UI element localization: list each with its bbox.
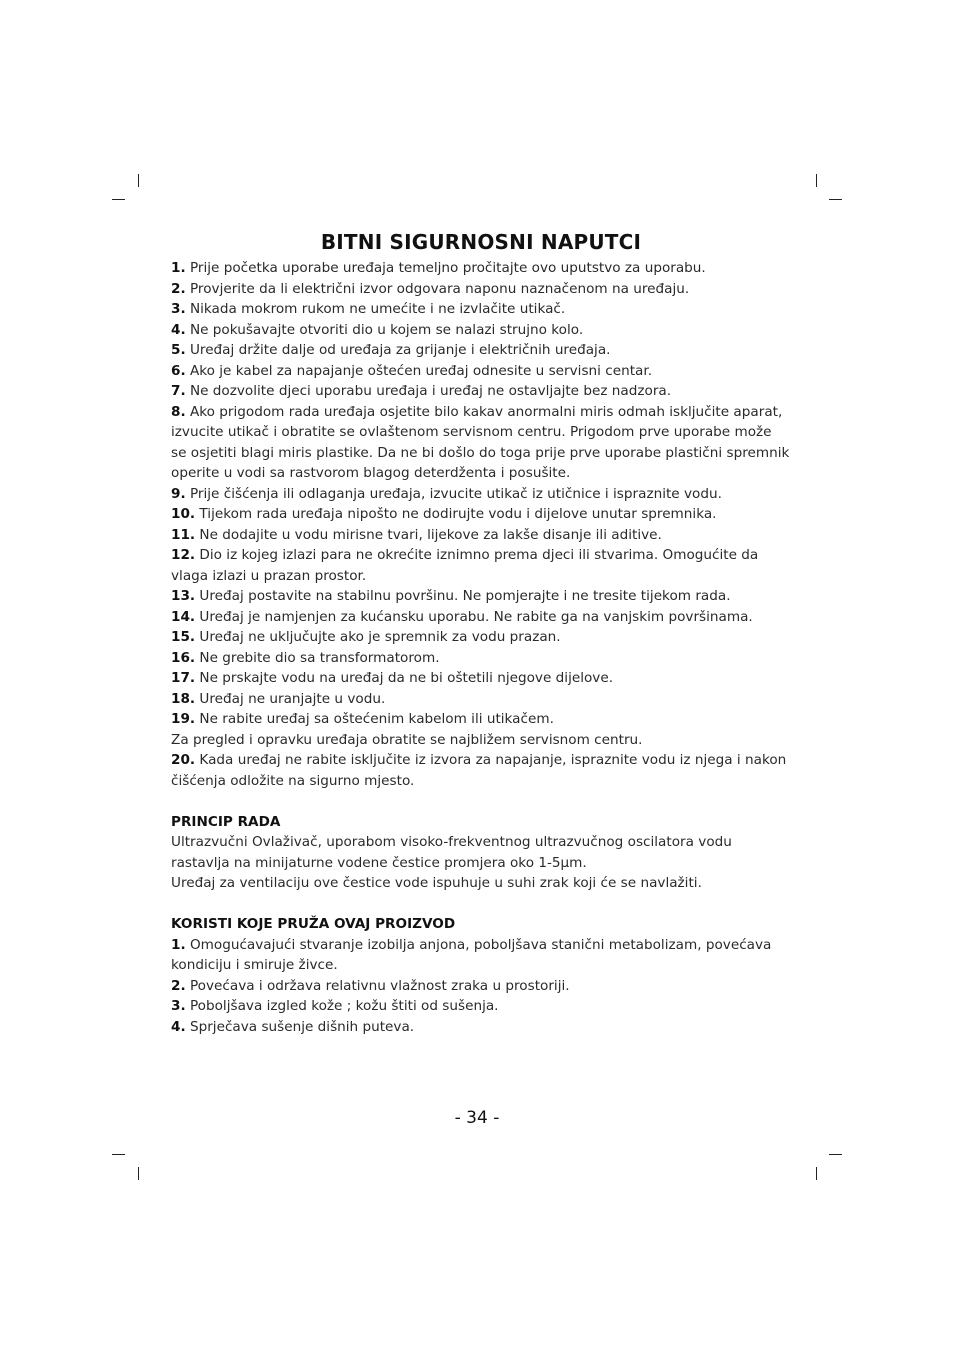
item-text: Uređaj ne uranjajte u vodu. (199, 690, 386, 707)
benefits-list (171, 935, 791, 1038)
item-number: 4. (171, 1018, 186, 1035)
principle-heading: PRINCIP RADA (171, 813, 281, 830)
item-number: 20. (171, 752, 196, 768)
item-number: 3. (171, 998, 186, 1014)
safety-item (171, 361, 791, 382)
item-number: 9. (171, 485, 186, 502)
item-number: 18. (171, 690, 196, 707)
safety-item (171, 381, 791, 402)
safety-item (171, 750, 791, 791)
item-number: 16. (171, 649, 196, 666)
item-number: 8. (171, 403, 186, 420)
safety-item (171, 709, 791, 730)
benefit-item (171, 1017, 791, 1038)
item-text: Ako prigodom rada uređaja osjetite bilo kakav anormalni miris odmah isključite aparat, izvucite utikač i obratite se ovlaštenom servisnom centru. Prigodom prve uporabe može se osjetiti blagi miris plastike. Da ne bi došlo do toga prije prve uporabe plastični spremnik operite u vodi sa rastvorom blagog deterdženta i posušite. (171, 403, 790, 481)
benefits-heading: KORISTI KOJE PRUŽA OVAJ PROIZVOD (171, 916, 456, 932)
item-number: 13. (171, 588, 196, 604)
item-text: Omogućavajući stvaranje izobilja anjona, poboljšava stanični metabolizam, povećava kondiciju i smiruje živce. (171, 936, 772, 973)
item-text: Poboljšava izgled kože ; kožu štiti od sušenja. (189, 998, 499, 1014)
item-text: Za pregled i opravku uređaja obratite se najbližem servisnom centru. (171, 731, 643, 748)
item-number: 14. (171, 608, 196, 625)
item-number: 1. (171, 260, 186, 276)
crop-mark-top-left-horizontal (112, 199, 125, 200)
item-text: Uređaj držite dalje od uređaja za grijanje i električnih uređaja. (189, 342, 611, 358)
item-number: 2. (171, 280, 186, 297)
item-number: 6. (171, 362, 186, 379)
safety-item (171, 258, 791, 279)
benefit-item (171, 996, 791, 1017)
benefit-item (171, 935, 791, 976)
item-number: 4. (171, 321, 186, 338)
safety-item (171, 545, 791, 586)
safety-item (171, 586, 791, 607)
item-text: Sprječava sušenje dišnih puteva. (189, 1018, 415, 1035)
crop-mark-bottom-left-vertical (138, 1167, 139, 1180)
item-text: Uređaj ne uključujte ako je spremnik za vodu prazan. (199, 629, 561, 645)
item-text: Nikada mokrom rukom ne umećite i ne izvlačite utikač. (189, 301, 566, 317)
item-text: Ne prskajte vodu na uređaj da ne bi oštetili njegove dijelove. (199, 670, 614, 686)
item-text: Uređaj postavite na stabilnu površinu. Ne pomjerajte i ne tresite tijekom rada. (199, 588, 731, 604)
item-number: 17. (171, 670, 196, 686)
benefit-item (171, 976, 791, 997)
item-number: 15. (171, 629, 196, 645)
item-text: Ne dodajite u vodu mirisne tvari, lijekove za lakše disanje ili aditive. (199, 526, 662, 543)
item-text: Ako je kabel za napajanje oštećen uređaj odnesite u servisni centar. (189, 362, 653, 379)
safety-item (171, 504, 791, 525)
item-text: Prije početka uporabe uređaja temeljno pročitajte ovo uputstvo za uporabu. (189, 260, 706, 276)
safety-item (171, 299, 791, 320)
item-number: 12. (171, 547, 196, 563)
safety-item (171, 320, 791, 341)
item-number: 1. (171, 936, 186, 953)
item-text: Prije čišćenja ili odlaganja uređaja, izvucite utikač iz utičnice i ispraznite vodu. (189, 485, 722, 502)
item-number: 7. (171, 383, 186, 399)
crop-mark-bottom-right-horizontal (829, 1154, 842, 1155)
item-text: Ne dozvolite djeci uporabu uređaja i uređaj ne ostavljajte bez nadzora. (189, 383, 672, 399)
item-text: Ne pokušavajte otvoriti dio u kojem se nalazi strujno kolo. (189, 321, 584, 338)
item-text: Ne grebite dio sa transformatorom. (199, 649, 440, 666)
item-number: 2. (171, 977, 186, 994)
page-number: - 34 - (454, 1108, 500, 1128)
safety-item (171, 627, 791, 648)
safety-item (171, 648, 791, 669)
safety-item (171, 525, 791, 546)
item-text: Dio iz kojeg izlazi para ne okrećite iznimno prema djeci ili stvarima. Omogućite da vlaga izlazi u prazan prostor. (171, 547, 759, 584)
crop-mark-top-right-vertical (816, 174, 817, 187)
safety-list (171, 258, 791, 791)
item-number: 11. (171, 526, 196, 543)
safety-item (171, 279, 791, 300)
crop-mark-top-right-horizontal (829, 199, 842, 200)
item-text: Kada uređaj ne rabite isključite iz izvora za napajanje, ispraznite vodu iz njega i nakon čišćenja odložite na sigurno mjesto. (171, 752, 787, 789)
item-number: 10. (171, 506, 196, 522)
safety-item (171, 340, 791, 361)
item-text: Tijekom rada uređaja nipošto ne dodirujte vodu i dijelove unutar spremnika. (199, 506, 717, 522)
item-number: 19. (171, 711, 196, 727)
item-text: Provjerite da li električni izvor odgovara naponu naznačenom na uređaju. (189, 280, 690, 297)
safety-item (171, 668, 791, 689)
item-text: Ne rabite uređaj sa oštećenim kabelom ili utikačem. (199, 711, 554, 727)
safety-item (171, 730, 791, 751)
safety-item (171, 402, 791, 484)
page-content (171, 228, 791, 1037)
safety-item (171, 607, 791, 628)
crop-mark-bottom-left-horizontal (112, 1154, 125, 1155)
item-text: Povećava i održava relativnu vlažnost zraka u prostoriji. (189, 977, 570, 994)
item-number: 5. (171, 342, 186, 358)
crop-mark-bottom-right-vertical (816, 1167, 817, 1180)
safety-item (171, 689, 791, 710)
item-number: 3. (171, 301, 186, 317)
crop-mark-top-left-vertical (138, 174, 139, 187)
safety-item (171, 484, 791, 505)
principle-paragraph: Ultrazvučni Ovlaživač, uporabom visoko-frekventnog ultrazvučnog oscilatora vodu rastavlja na minijaturne vodene čestice promjera oko 1-5μm. (171, 834, 732, 871)
item-text: Uređaj je namjenjen za kućansku uporabu. Ne rabite ga na vanjskim površinama. (199, 608, 753, 625)
principle-paragraph: Uređaj za ventilaciju ove čestice vode ispuhuje u suhi zrak koji će se navlažiti. (171, 875, 702, 891)
page-title: BITNI SIGURNOSNI NAPUTCI (320, 230, 642, 254)
